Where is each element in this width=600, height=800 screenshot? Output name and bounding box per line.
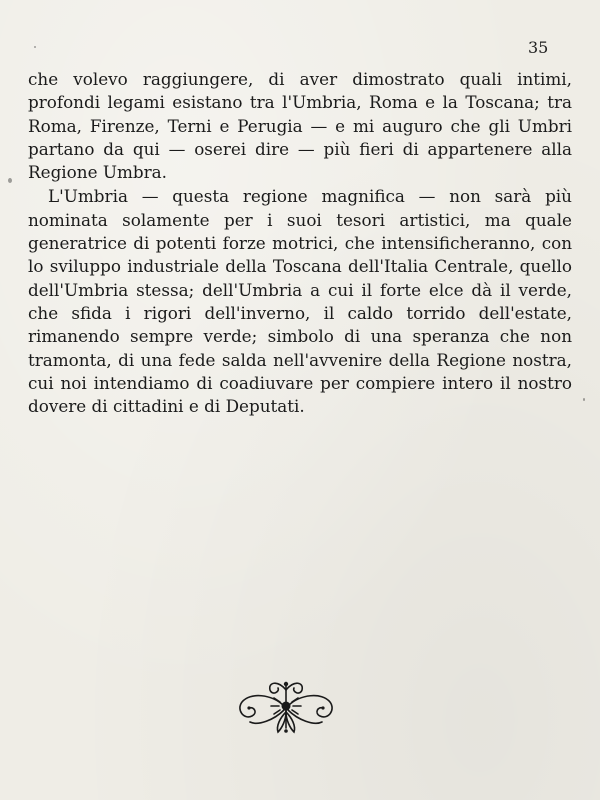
floral-tailpiece-ornament <box>234 676 338 736</box>
page-number: 35 <box>528 38 549 57</box>
body-text <box>28 68 572 418</box>
paragraph-1: che volevo raggiungere, di aver dimostrato quali intimi, profondi legami esistano tra l'Umbria, Roma e la Toscana; tra Roma, Firenze, Terni e Perugia — e mi auguro che gli Umbri partano da qui — oserei dire — più fieri di appartenere alla Regione Umbra. <box>28 69 572 183</box>
paper-speck <box>8 178 12 183</box>
paragraph-2: L'Umbria — questa regione magnifica — non sarà più nominata solamente per i suoi tesori artistici, ma quale generatrice di potenti forze motrici, che intensificheranno, con lo sviluppo industriale della Toscana dell'Italia Centrale, quello dell'Umbria stessa; dell'Umbria a cui il forte elce dà il verde, che sfida i rigori dell'inverno, il caldo torrido dell'estate, rimanendo sempre verde; simbolo di una speranza che non tramonta, di una fede salda nell'avvenire della Regione nostra, cui noi intendiamo di coadiuvare per compiere intero il nostro dovere di cittadini e di Deputati. <box>28 186 572 417</box>
paper-speck <box>34 46 36 48</box>
paper-speck <box>583 398 585 401</box>
